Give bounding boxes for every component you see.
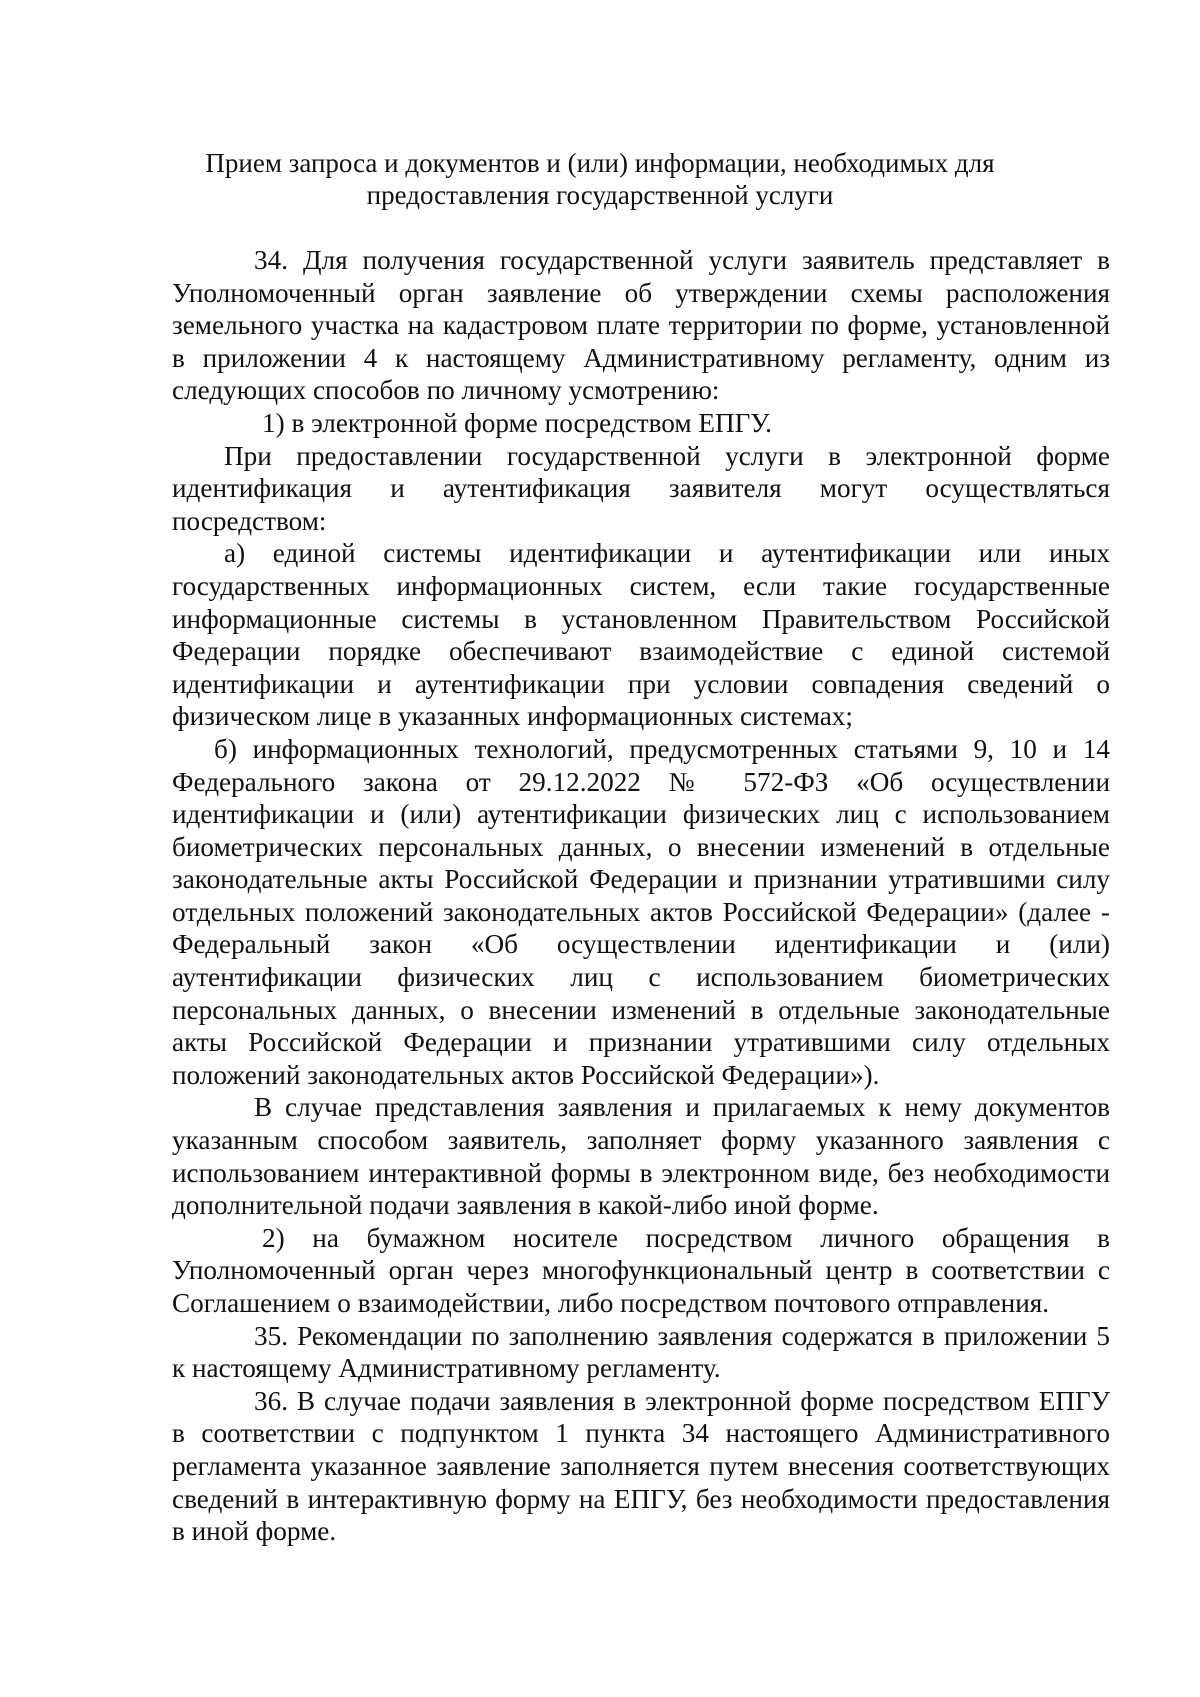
paragraph-36: 36. В случае подачи заявления в электронной форме посредством ЕПГУ в соответствии с подпунктом 1 пункта 34 настоящего Административного регламента указанное заявление заполняется путем внесения соответствующих сведений в интерактивную форму на ЕПГУ, без необходимости предоставления в иной форме. [172, 1385, 1110, 1547]
paragraph-identification: При предоставлении государственной услуги в электронной форме идентификация и аутентификация заявителя могут осуществляться посредством: [172, 440, 1110, 536]
section-heading-line-1: Прием запроса и документов и (или) информации, необходимых для [205, 148, 995, 178]
list-item-1: 1) в электронной форме посредством ЕПГУ. [262, 407, 772, 438]
paragraph-item-b: б) информационных технологий, предусмотренных статьями 9, 10 и 14 Федерального закона от 29.12.2022 № 572-ФЗ «Об осуществлении идентификации и (или) аутентификации физических лиц с использованием биометрических персональных данных, о внесении изменений в отдельные законодательные акты Российской Федерации и признании утратившими силу отдельных положений законодательных актов Российской Федерации» (далее - Федеральный закон «Об осуществлении идентификации и (или) аутентификации физических лиц с использованием биометрических персональных данных, о внесении изменений в отдельные законодательные акты Российской Федерации и признании утратившими силу отдельных положений законодательных актов Российской Федерации»). [172, 733, 1110, 1090]
section-heading-line-2: предоставления государственной услуги [366, 180, 834, 210]
section-heading [150, 147, 1050, 211]
paragraph-35: 35. Рекомендации по заполнению заявления содержатся в приложении 5 к настоящему Административному регламенту. [172, 1320, 1110, 1384]
paragraph-34: 34. Для получения государственной услуги заявитель представляет в Уполномоченный орган заявление об утверждении схемы расположения земельного участка на кадастровом плате территории по форме, установленной в приложении 4 к настоящему Административному регламенту, одним из следующих способов по личному усмотрению: [172, 245, 1110, 406]
paragraph-electronic-submission: В случае представления заявления и прилагаемых к нему документов указанным способом заявитель, заполняет форму указанного заявления с использованием интерактивной формы в электронном виде, без необходимости дополнительной подачи заявления в какой-либо иной форме. [172, 1092, 1110, 1221]
document-body [172, 244, 1110, 1548]
paragraph-item-a: а) единой системы идентификации и аутентификации или иных государственных информационных систем, если такие государственные информационные системы в установленном Правительством Российской Федерации порядке обеспечивают взаимодействие с единой системой идентификации и аутентификации при условии совпадения сведений о физическом лице в указанных информационных системах; [172, 538, 1110, 732]
list-item-2: 2) на бумажном носителе посредством личного обращения в Уполномоченный орган через многофункциональный центр в соответствии с Соглашением о взаимодействии, либо посредством почтового отправления. [172, 1222, 1110, 1318]
